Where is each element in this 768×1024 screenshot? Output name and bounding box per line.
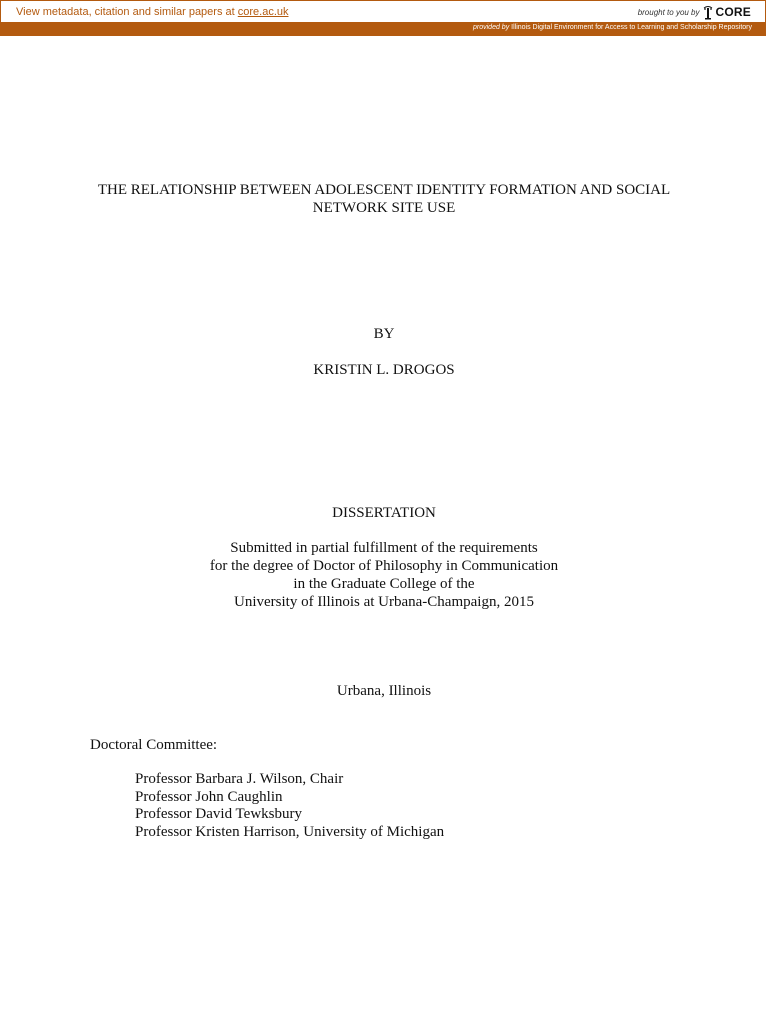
document-type: DISSERTATION [332,505,436,521]
committee-list [135,771,444,841]
core-banner [0,0,766,22]
core-brand[interactable] [638,4,751,20]
committee-member: Professor John Caughlin [135,788,283,805]
by-label: BY [373,326,395,342]
place-of-submission: Urbana, Illinois [336,683,432,699]
core-provider-bar [0,22,766,36]
author-name: KRISTIN L. DROGOS [313,362,455,378]
repository-name: Illinois Digital Environment for Access to Learning and Scholarship Repository [511,24,752,31]
submission-statement [0,539,768,611]
submission-line: for the degree of Doctor of Philosophy in Communication [209,558,559,574]
dissertation-title [0,181,768,217]
provided-by-text[interactable] [473,24,752,31]
core-metadata-text [16,6,289,18]
core-metadata-label: View metadata, citation and similar papers at [16,6,235,18]
core-logo-icon [703,5,713,20]
submission-line: in the Graduate College of the [293,576,475,592]
submission-line: University of Illinois at Urbana-Champaign, 2015 [234,594,534,610]
committee-member: Professor Kristen Harrison, University of Michigan [135,823,445,840]
brought-to-you-text: brought to you by [637,7,700,17]
committee-member: Professor Barbara J. Wilson, Chair [135,771,344,787]
committee-heading: Doctoral Committee: [90,737,218,753]
committee-member: Professor David Tewksbury [135,806,302,822]
core-wordmark: CORE [715,5,751,19]
title-line: THE RELATIONSHIP BETWEEN ADOLESCENT IDENTITY FORMATION AND SOCIAL [97,182,671,198]
submission-line: Submitted in partial fulfillment of the requirements [230,540,538,556]
core-link[interactable]: core.ac.uk [237,6,289,18]
title-line: NETWORK SITE USE [312,200,456,216]
provided-by-label: provided by [473,24,510,31]
